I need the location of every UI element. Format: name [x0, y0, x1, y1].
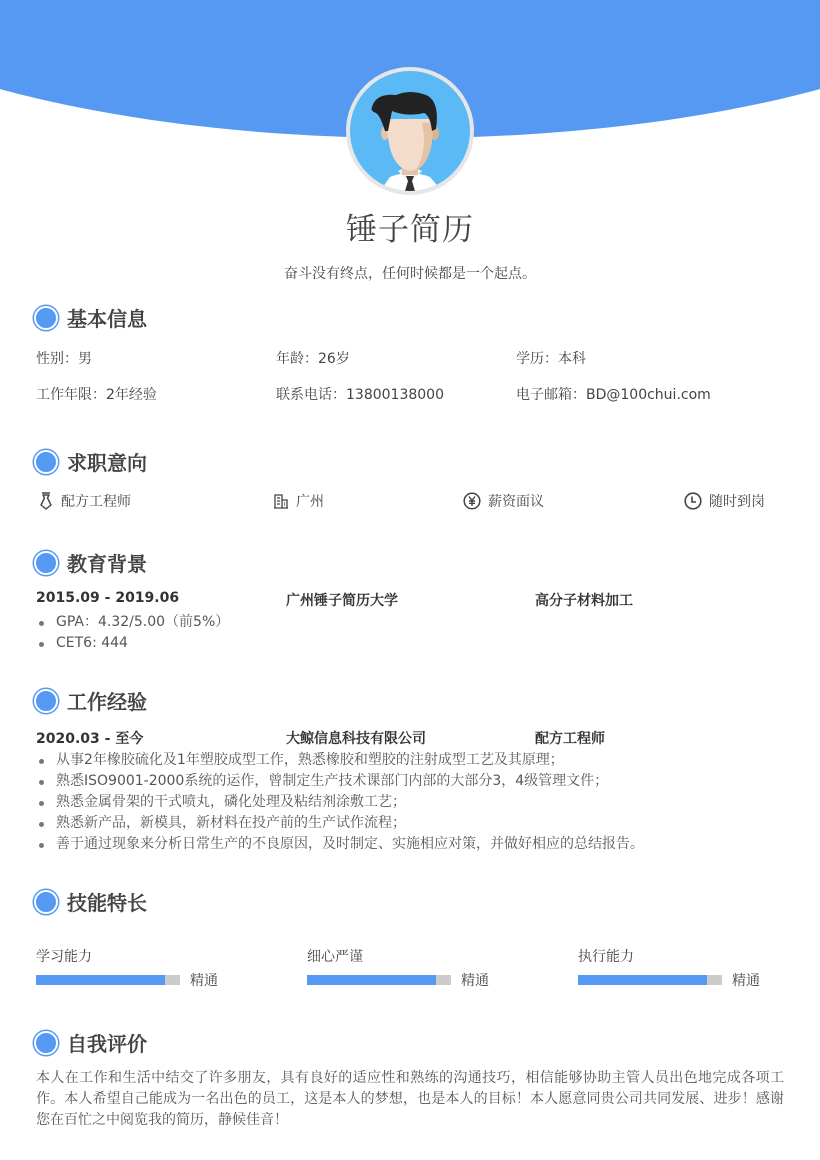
section-bullet-icon [34, 306, 58, 330]
skill-progress-fill [578, 975, 707, 985]
section-title: 教育背景 [67, 552, 147, 576]
work-details [36, 750, 644, 855]
skill-carefulness [307, 948, 537, 990]
work-period: 2020.03 - 至今 [36, 731, 144, 747]
info-education: 学历：本科 [516, 351, 586, 367]
skill-level: 精通 [190, 973, 218, 989]
section-bullet-icon [34, 551, 58, 575]
list-item: 熟悉ISO9001-2000系统的运作，曾制定生产技术课部门内部的大部分3，4级管理文件； [36, 771, 644, 792]
education-major: 高分子材料加工 [535, 593, 633, 609]
intent-city [273, 491, 324, 511]
section-basic-info [34, 303, 147, 332]
skill-level: 精通 [732, 973, 760, 989]
info-experience: 工作年限：2年经验 [36, 387, 157, 403]
section-bullet-icon [34, 1031, 58, 1055]
section-bullet-icon [34, 689, 58, 713]
education-details [36, 612, 229, 654]
education-period: 2015.09 - 2019.06 [36, 590, 180, 606]
list-item: 善于通过现象来分析日常生产的不良原因，及时制定、实施相应对策，并做好相应的总结报告。 [36, 834, 644, 855]
list-item: 熟悉金属骨架的干式喷丸，磷化处理及粘结剂涂敷工艺； [36, 792, 644, 813]
skill-progress-bar [36, 975, 180, 985]
skill-name: 学习能力 [36, 949, 92, 965]
skill-execution [578, 948, 808, 990]
education-school: 广州锤子简历大学 [286, 593, 398, 609]
section-title: 求职意向 [67, 451, 147, 475]
yen-icon [463, 492, 481, 510]
building-icon [273, 493, 289, 509]
section-self-evaluation [34, 1028, 147, 1057]
list-item: 从事2年橡胶硫化及1年塑胶成型工作，熟悉橡胶和塑胶的注射成型工艺及其原理； [36, 750, 644, 771]
section-skills [34, 887, 147, 916]
skill-progress-bar [307, 975, 451, 985]
intent-salary [463, 491, 544, 511]
motto: 奋斗没有终点，任何时候都是一个起点。 [284, 266, 536, 282]
skill-progress-bar [578, 975, 722, 985]
work-position: 配方工程师 [535, 731, 605, 747]
resume-name: 锤子简历 [346, 212, 474, 248]
skill-level: 精通 [461, 973, 489, 989]
avatar-person-icon [350, 71, 470, 191]
section-job-intent [34, 447, 147, 476]
intent-city-text: 广州 [296, 494, 324, 510]
work-company: 大鲸信息科技有限公司 [286, 731, 426, 747]
intent-availability [684, 491, 765, 511]
skill-progress-fill [307, 975, 436, 985]
intent-position-text: 配方工程师 [61, 494, 131, 510]
section-title: 基本信息 [67, 307, 147, 331]
section-title: 技能特长 [67, 891, 147, 915]
avatar [346, 67, 474, 195]
list-item: CET6: 444 [36, 633, 229, 654]
tie-icon [38, 492, 54, 510]
section-title: 自我评价 [67, 1032, 147, 1056]
intent-availability-text: 随时到岗 [709, 494, 765, 510]
info-gender: 性别：男 [36, 351, 92, 367]
clock-icon [684, 492, 702, 510]
info-email: 电子邮箱：BD@100chui.com [516, 387, 711, 403]
section-bullet-icon [34, 890, 58, 914]
skill-learning [36, 948, 266, 990]
intent-salary-text: 薪资面议 [488, 494, 544, 510]
skill-name: 细心严谨 [307, 949, 363, 965]
skill-progress-fill [36, 975, 165, 985]
intent-position [38, 491, 131, 511]
self-evaluation-text: 本人在工作和生活中结交了许多朋友，具有良好的适应性和熟练的沟通技巧，相信能够协助主管人员出色地完成各项工作。本人希望自己能成为一名出色的员工，这是本人的梦想，也是本人的目标！本人愿意同贵公司共同发展、进步！感谢您在百忙之中阅览我的简历，静候佳音！ [36, 1070, 784, 1128]
info-phone: 联系电话：13800138000 [276, 387, 444, 403]
section-education [34, 548, 147, 577]
section-title: 工作经验 [67, 690, 147, 714]
section-bullet-icon [34, 450, 58, 474]
skill-name: 执行能力 [578, 949, 634, 965]
info-age: 年龄：26岁 [276, 351, 350, 367]
list-item: GPA：4.32/5.00（前5%） [36, 612, 229, 633]
list-item: 熟悉新产品，新模具，新材料在投产前的生产试作流程； [36, 813, 644, 834]
section-work-experience [34, 686, 147, 715]
